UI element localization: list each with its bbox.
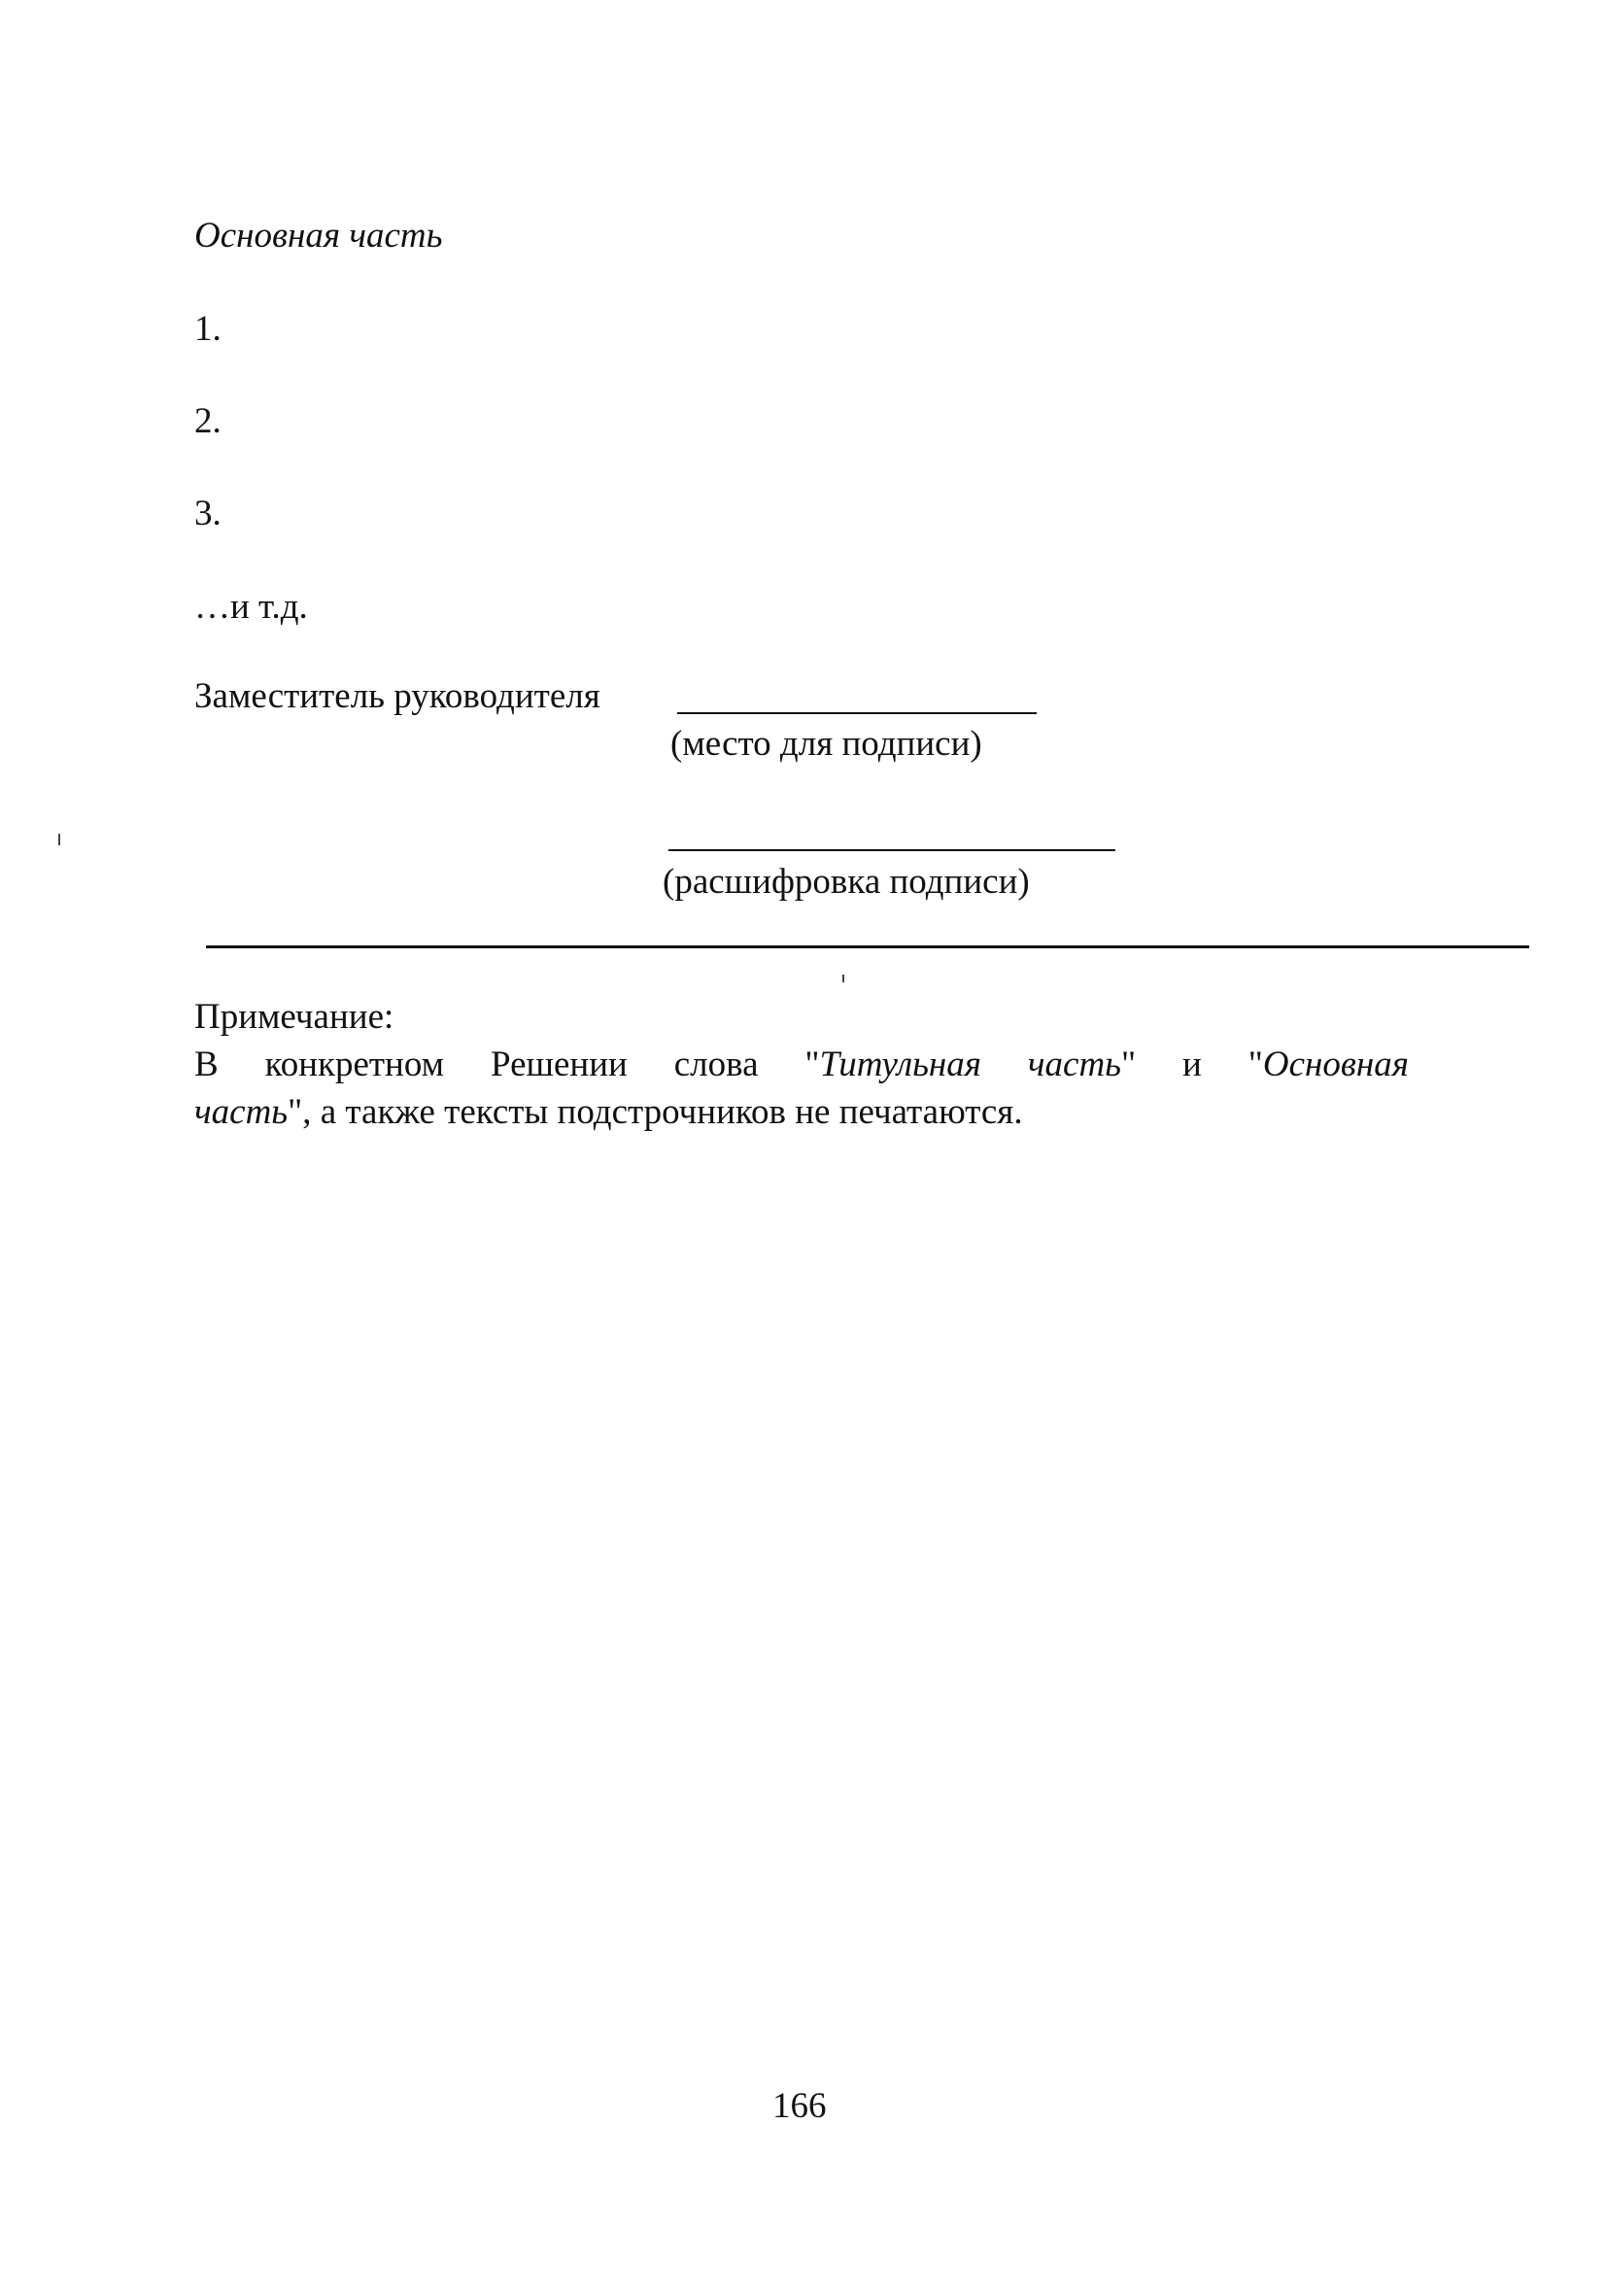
note-line-1 <box>194 1046 1409 1082</box>
list-item-2: 2. <box>194 401 222 441</box>
section-title: Основная часть <box>194 216 443 256</box>
note-italic-title: Титульная часть <box>819 1045 1122 1084</box>
scan-speck <box>58 834 60 845</box>
note-italic-part: часть <box>194 1092 289 1132</box>
note-line-2 <box>194 1094 1023 1130</box>
note-heading: Примечание: <box>194 997 394 1037</box>
section-divider <box>206 945 1529 948</box>
list-item-1: 1. <box>194 309 222 349</box>
scan-speck <box>842 975 844 982</box>
name-decode-line <box>668 849 1115 851</box>
name-decode-caption: (расшифровка подписи) <box>663 862 1030 902</box>
signature-role: Заместитель руководителя <box>194 676 600 716</box>
page-number: 166 <box>772 2086 827 2126</box>
signature-line <box>677 712 1037 714</box>
note-text: ", а также тексты подстрочников не печатаются. <box>288 1092 1023 1132</box>
note-text: В конкретном Решении слова " <box>194 1045 820 1084</box>
note-text: " и " <box>1121 1045 1263 1084</box>
note-italic-main: Основная <box>1262 1045 1409 1084</box>
signature-caption: (место для подписи) <box>670 724 982 764</box>
list-item-3: 3. <box>194 494 222 533</box>
etc-text: …и т.д. <box>194 587 308 627</box>
